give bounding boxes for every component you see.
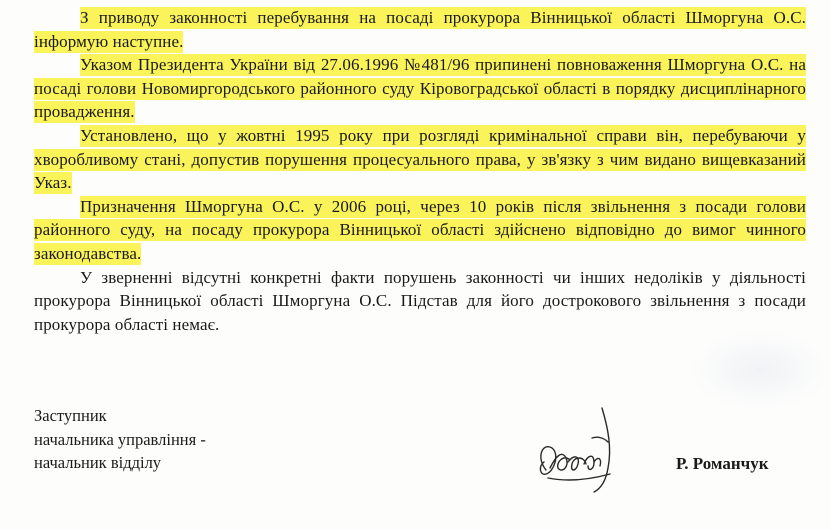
paragraph-text: У зверненні відсутні конкретні факти порушень законності чи інших недоліків у діяльності прокурора Вінницької області Шморгуна О.С. Підстав для його дострокового звільнення з посади прокурора області немає.	[34, 267, 806, 334]
paragraph-4	[34, 195, 806, 266]
letter-body	[34, 6, 806, 336]
signatory-title	[34, 404, 206, 475]
paragraph-3	[34, 124, 806, 195]
title-line: Заступник	[34, 406, 107, 425]
title-line: начальник відділу	[34, 453, 162, 472]
highlighted-text: Указом Президента України від 27.06.1996 №481/96 припинені повноваження Шморгуна О.С. на посаді голови Новомиргородського районного суду Кіровоградської області в порядку дисциплінарного провадження.	[34, 55, 806, 122]
highlighted-text: Установлено, що у жовтні 1995 року при розгляді кримінальної справи він, перебуваючи у хворобливому стані, допустив порушення процесуального права, у зв'язку з чим видано вищевказаний Указ.	[34, 125, 806, 193]
scan-smudge	[690, 330, 830, 410]
highlighted-text: Призначення Шморгуна О.С. у 2006 році, через 10 років після звільнення з посади голови районного суду, на посаду прокурора Вінницької області здійснено відповідно до вимог чинного законодавства.	[34, 196, 806, 263]
handwritten-signature	[528, 398, 638, 498]
paragraph-2	[34, 53, 806, 124]
paragraph-5	[34, 266, 806, 337]
highlighted-text: З приводу законності перебування на посаді прокурора Вінницької області Шморгуна О.С. інформую наступне.	[34, 8, 806, 51]
paragraph-1	[34, 6, 806, 53]
signer-name: Р. Романчук	[676, 454, 769, 473]
title-line: начальника управління -	[34, 429, 206, 449]
